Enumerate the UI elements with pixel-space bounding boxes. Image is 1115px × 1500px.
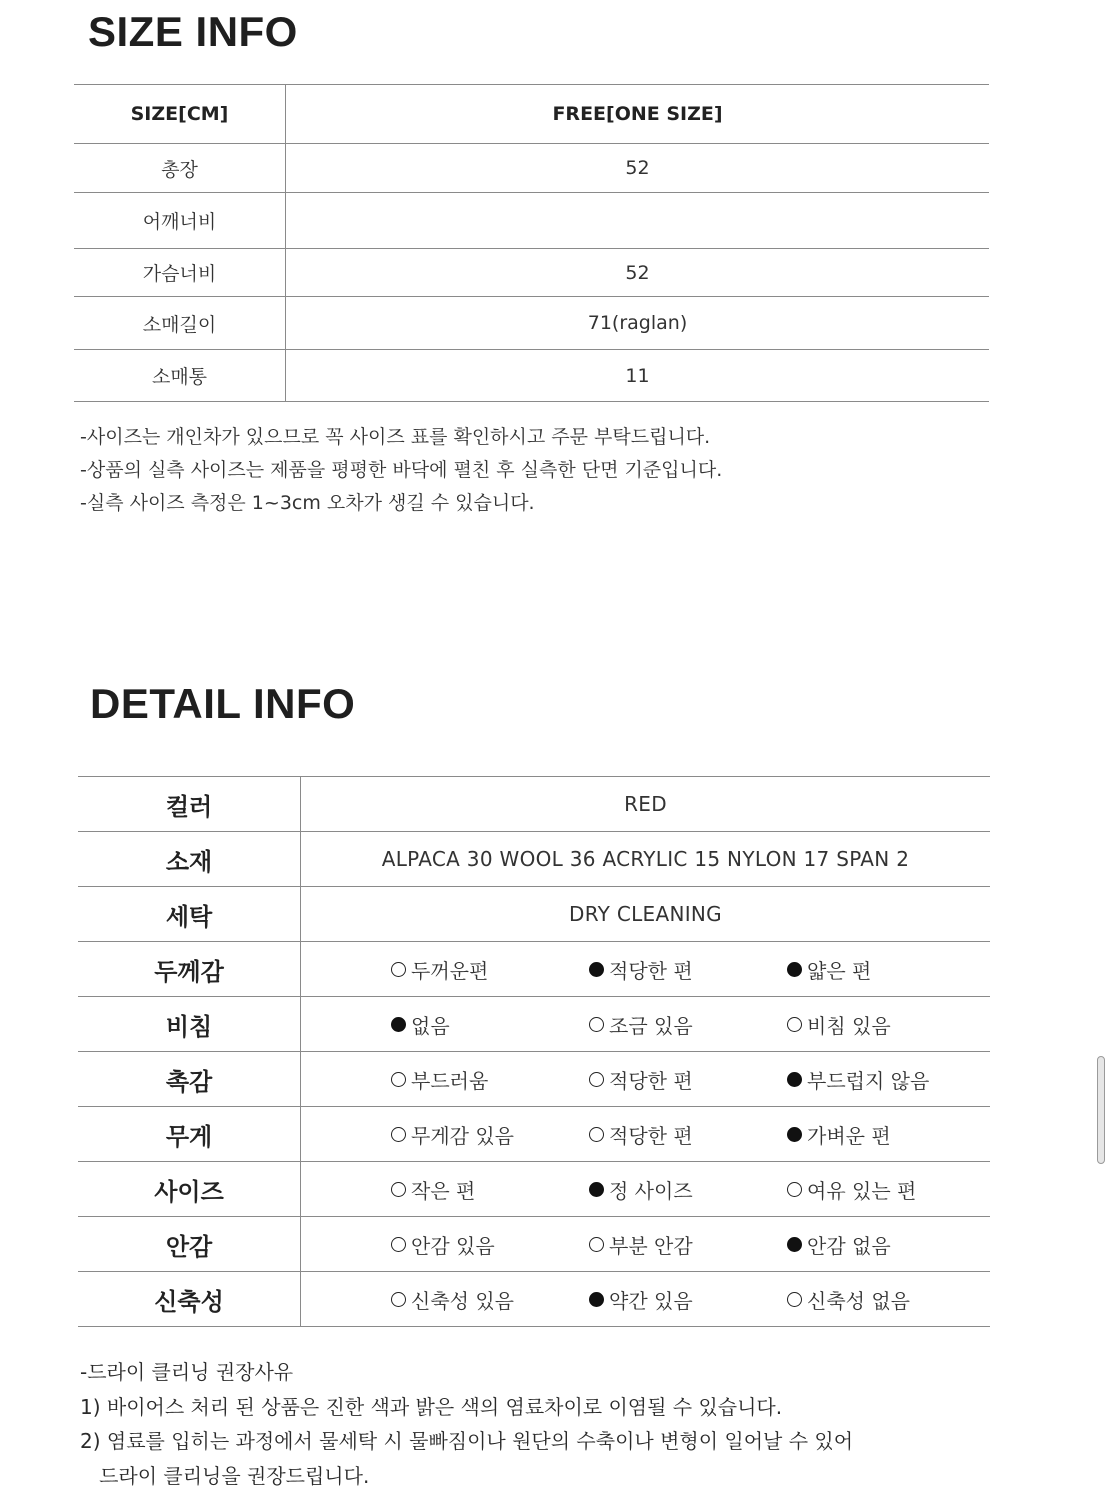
option-label: 가벼운 편	[807, 1123, 891, 1148]
option-label: 얇은 편	[807, 958, 872, 983]
option-item	[391, 955, 589, 984]
option-label: 작은 편	[411, 1178, 476, 1203]
detail-row-label: 안감	[78, 1217, 301, 1272]
size-table-header	[74, 85, 989, 144]
option-item	[787, 1120, 985, 1149]
dry-note: 1) 바이어스 처리 된 상품은 진한 색과 밝은 색의 염료차이로 이염될 수 있습니다.	[80, 1394, 783, 1419]
size-notes	[80, 421, 722, 520]
option-item	[589, 1230, 787, 1259]
detail-row-value: RED	[301, 777, 991, 832]
size-note: -상품의 실측 사이즈는 제품을 평평한 바닥에 펼친 후 실측한 단면 기준입니다.	[80, 459, 723, 481]
detail-row-label: 비침	[78, 997, 301, 1052]
size-row-label: 어깨너비	[74, 193, 286, 249]
dry-note: 드라이 클리닝을 권장드립니다.	[80, 1463, 370, 1488]
empty-circle-icon	[391, 962, 406, 977]
option-label: 적당한 편	[609, 958, 693, 983]
size-row-value	[286, 193, 990, 249]
filled-circle-icon	[391, 1017, 406, 1032]
detail-row-label: 무게	[78, 1107, 301, 1162]
option-label: 안감 없음	[807, 1233, 891, 1258]
option-item	[589, 1175, 787, 1204]
scrollbar-thumb[interactable]	[1097, 1056, 1105, 1164]
option-group	[301, 1120, 990, 1149]
detail-row-value: ALPACA 30 WOOL 36 ACRYLIC 15 NYLON 17 SPAN 2	[301, 832, 991, 887]
option-label: 신축성 없음	[807, 1288, 910, 1313]
option-label: 없음	[411, 1013, 450, 1038]
option-group	[301, 1285, 990, 1314]
filled-circle-icon	[787, 1127, 802, 1142]
option-item	[391, 1010, 589, 1039]
option-label: 무게감 있음	[411, 1123, 514, 1148]
option-item	[589, 1285, 787, 1314]
table-row	[74, 297, 989, 350]
empty-circle-icon	[589, 1017, 604, 1032]
option-label: 약간 있음	[609, 1288, 693, 1313]
empty-circle-icon	[787, 1182, 802, 1197]
option-label: 부드럽지 않음	[807, 1068, 930, 1093]
option-item	[787, 955, 985, 984]
empty-circle-icon	[391, 1292, 406, 1307]
detail-row-options	[301, 1052, 991, 1107]
size-row-value: 52	[286, 249, 990, 297]
table-row	[78, 1052, 990, 1107]
size-note: -실측 사이즈 측정은 1~3cm 오차가 생길 수 있습니다.	[80, 492, 535, 514]
empty-circle-icon	[589, 1237, 604, 1252]
size-note: -사이즈는 개인차가 있으므로 꼭 사이즈 표를 확인하시고 주문 부탁드립니다.	[80, 426, 711, 448]
option-item	[391, 1175, 589, 1204]
size-table	[74, 84, 989, 402]
detail-row-label: 소재	[78, 832, 301, 887]
table-row	[74, 193, 989, 249]
option-item	[391, 1065, 589, 1094]
option-group	[301, 1175, 990, 1204]
detail-row-options	[301, 997, 991, 1052]
option-label: 신축성 있음	[411, 1288, 514, 1313]
option-label: 정 사이즈	[609, 1178, 693, 1203]
detail-row-label: 사이즈	[78, 1162, 301, 1217]
size-row-label: 총장	[74, 144, 286, 193]
empty-circle-icon	[391, 1182, 406, 1197]
detail-row-label: 세탁	[78, 887, 301, 942]
option-group	[301, 1230, 990, 1259]
option-group	[301, 955, 990, 984]
filled-circle-icon	[589, 1292, 604, 1307]
empty-circle-icon	[391, 1237, 406, 1252]
detail-row-options	[301, 1272, 991, 1327]
table-row	[74, 249, 989, 297]
option-label: 조금 있음	[609, 1013, 693, 1038]
option-item	[787, 1175, 985, 1204]
option-item	[391, 1120, 589, 1149]
table-row	[78, 832, 990, 887]
option-item	[787, 1230, 985, 1259]
filled-circle-icon	[589, 1182, 604, 1197]
detail-row-options	[301, 1162, 991, 1217]
table-row	[78, 1217, 990, 1272]
option-item	[589, 1065, 787, 1094]
size-row-value: 52	[286, 144, 990, 193]
table-row	[78, 777, 990, 832]
option-label: 부드러움	[411, 1068, 489, 1093]
option-item	[787, 1285, 985, 1314]
detail-table	[78, 776, 990, 1327]
table-row	[74, 350, 989, 402]
table-row	[78, 1272, 990, 1327]
option-item	[787, 1065, 985, 1094]
empty-circle-icon	[589, 1072, 604, 1087]
option-label: 부분 안감	[609, 1233, 693, 1258]
option-group	[301, 1010, 990, 1039]
size-header-value: FREE[ONE SIZE]	[286, 85, 990, 144]
detail-row-label: 촉감	[78, 1052, 301, 1107]
option-item	[589, 1010, 787, 1039]
size-row-label: 소매통	[74, 350, 286, 402]
filled-circle-icon	[787, 962, 802, 977]
option-item	[589, 1120, 787, 1149]
option-label: 여유 있는 편	[807, 1178, 917, 1203]
size-row-label: 소매길이	[74, 297, 286, 350]
detail-row-label: 두께감	[78, 942, 301, 997]
table-row	[78, 1162, 990, 1217]
option-item	[391, 1285, 589, 1314]
empty-circle-icon	[391, 1127, 406, 1142]
empty-circle-icon	[589, 1127, 604, 1142]
table-row	[78, 887, 990, 942]
option-label: 안감 있음	[411, 1233, 495, 1258]
table-row	[74, 144, 989, 193]
option-label: 적당한 편	[609, 1123, 693, 1148]
filled-circle-icon	[589, 962, 604, 977]
size-row-value: 71(raglan)	[286, 297, 990, 350]
dry-note: 2) 염료를 입히는 과정에서 물세탁 시 물빠짐이나 원단의 수축이나 변형이 일어날 수 있어	[80, 1429, 854, 1453]
size-row-label: 가슴너비	[74, 249, 286, 297]
option-item	[787, 1010, 985, 1039]
option-label: 두꺼운편	[411, 958, 489, 983]
detail-row-label: 신축성	[78, 1272, 301, 1327]
dry-cleaning-notes	[80, 1355, 853, 1493]
option-item	[391, 1230, 589, 1259]
option-item	[589, 955, 787, 984]
detail-row-options	[301, 1107, 991, 1162]
size-row-value: 11	[286, 350, 990, 402]
detail-row-options	[301, 1217, 991, 1272]
option-group	[301, 1065, 990, 1094]
filled-circle-icon	[787, 1072, 802, 1087]
empty-circle-icon	[787, 1292, 802, 1307]
option-label: 비침 있음	[807, 1013, 891, 1038]
option-label: 적당한 편	[609, 1068, 693, 1093]
filled-circle-icon	[787, 1237, 802, 1252]
dry-note: -드라이 클리닝 권장사유	[80, 1360, 294, 1384]
size-info-title: SIZE INFO	[88, 8, 298, 55]
detail-row-label: 컬러	[78, 777, 301, 832]
size-header-label: SIZE[CM]	[74, 85, 286, 144]
table-row	[78, 1107, 990, 1162]
table-row	[78, 997, 990, 1052]
detail-info-title: DETAIL INFO	[90, 680, 356, 727]
detail-row-options	[301, 942, 991, 997]
empty-circle-icon	[787, 1017, 802, 1032]
detail-row-value: DRY CLEANING	[301, 887, 991, 942]
empty-circle-icon	[391, 1072, 406, 1087]
table-row	[78, 942, 990, 997]
